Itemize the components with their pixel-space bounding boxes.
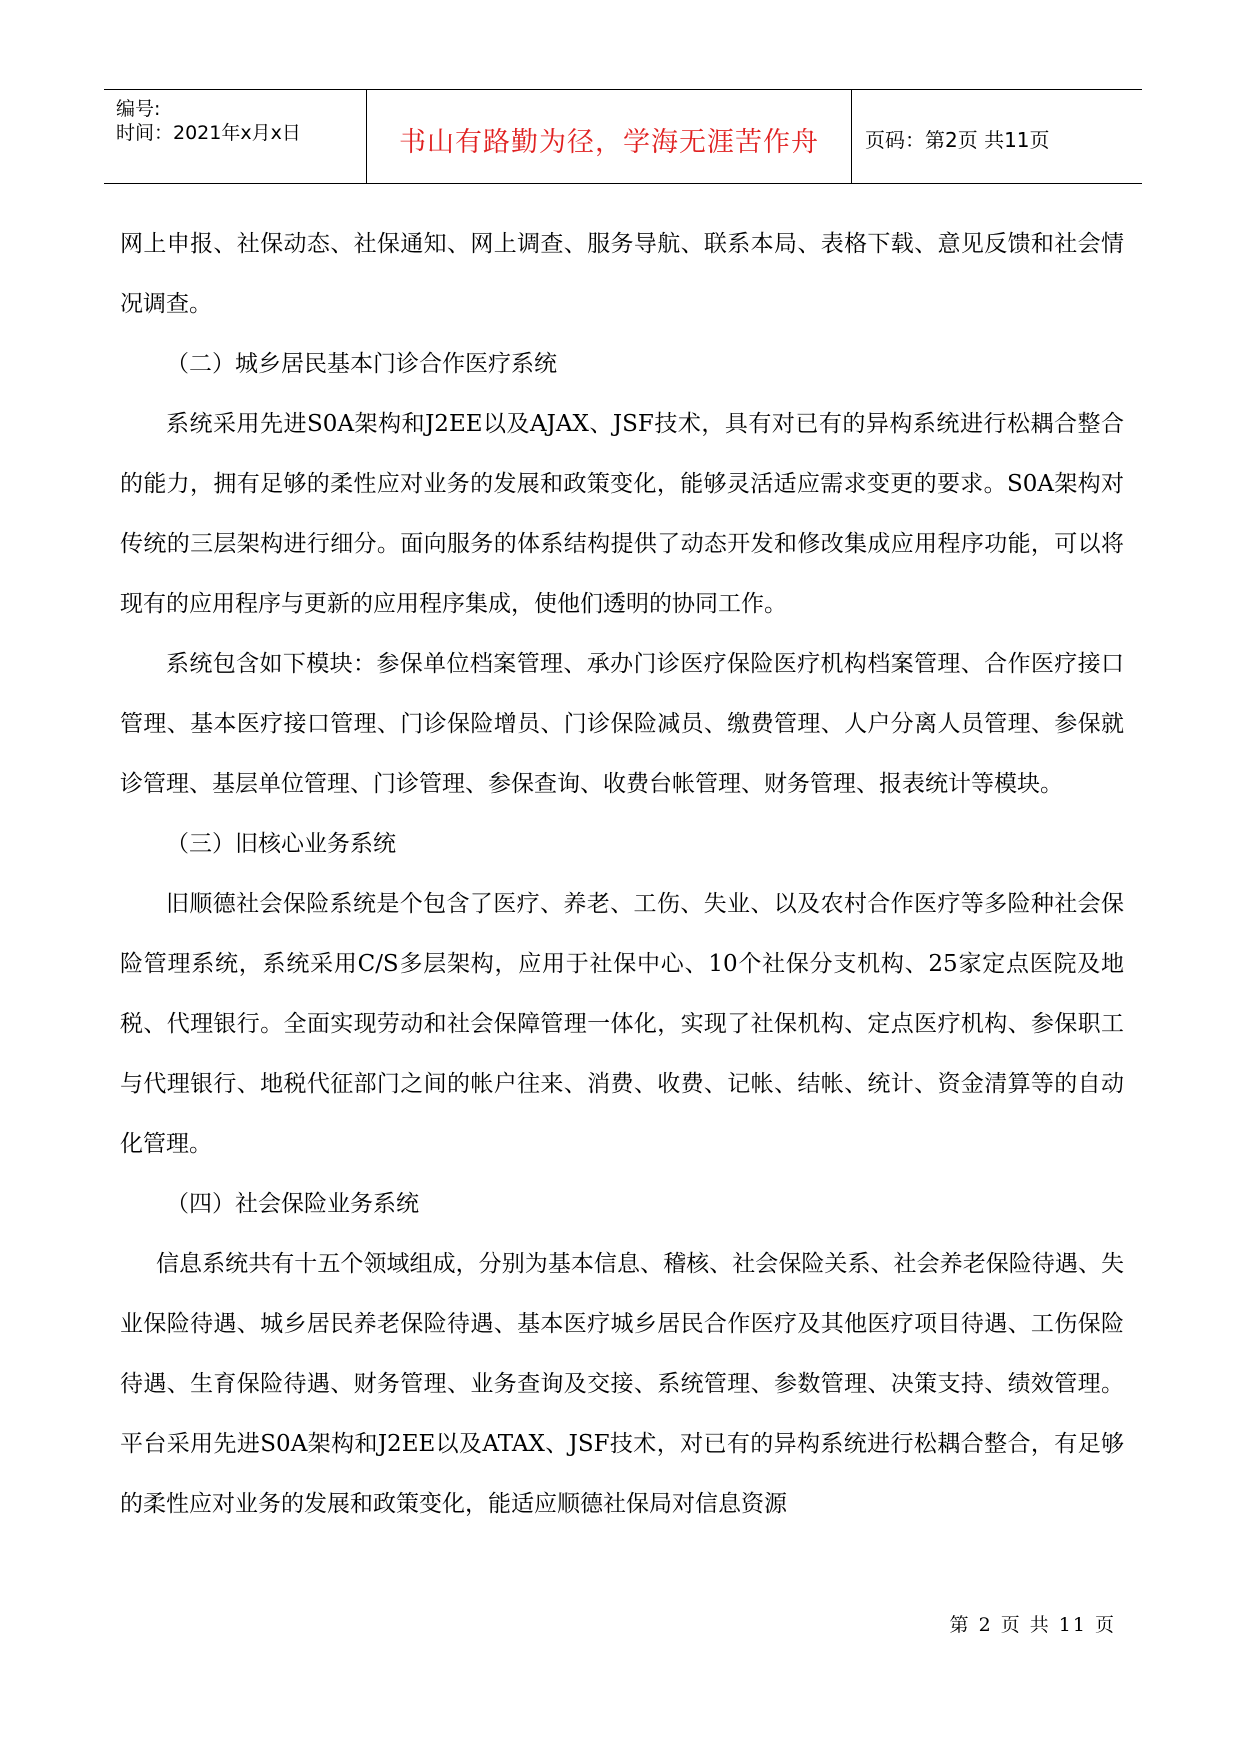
document-time-label: 时间：2021年x月x日 <box>116 122 301 144</box>
page-footer-number: 第 2 页 共 11 页 <box>949 1614 1116 1636</box>
document-number-label: 编号: <box>116 98 161 120</box>
section-heading: （二）城乡居民基本门诊合作医疗系统 <box>166 351 557 377</box>
header-page-cell <box>853 90 1142 183</box>
header-motto: 书山有路勤为径，学海无涯苦作舟 <box>399 127 819 158</box>
paragraph: 系统采用先进S0A架构和J2EE以及AJAX、JSF技术，具有对已有的异构系统进行松耦合整合的能力，拥有足够的柔性应对业务的发展和政策变化，能够灵活适应需求变更的要求。S0A架构对传统的三层架构进行细分。面向服务的体系结构提供了动态开发和修改集成应用程序功能，可以将现有的应用程序与更新的应用程序集成，使他们透明的协同工作。 <box>120 411 1124 617</box>
page-header <box>104 89 1142 184</box>
section-heading: （三）旧核心业务系统 <box>166 831 396 857</box>
paragraph: 旧顺德社会保险系统是个包含了医疗、养老、工伤、失业、以及农村合作医疗等多险种社会保险管理系统，系统采用C/S多层架构，应用于社保中心、10个社保分支机构、25家定点医院及地税、代理银行。全面实现劳动和社会保障管理一体化，实现了社保机构、定点医疗机构、参保职工与代理银行、地税代征部门之间的帐户往来、消费、收费、记帐、结帐、统计、资金清算等的自动化管理。 <box>120 891 1124 1157</box>
section-heading: （四）社会保险业务系统 <box>166 1191 419 1217</box>
header-page-number: 页码：第2页 共11页 <box>865 128 1050 152</box>
paragraph: 系统包含如下模块：参保单位档案管理、承办门诊医疗保险医疗机构档案管理、合作医疗接口管理、基本医疗接口管理、门诊保险增员、门诊保险减员、缴费管理、人户分离人员管理、参保就诊管理、基层单位管理、门诊管理、参保查询、收费台帐管理、财务管理、报表统计等模块。 <box>120 651 1124 797</box>
paragraph: 网上申报、社保动态、社保通知、网上调查、服务导航、联系本局、表格下载、意见反馈和社会情况调查。 <box>120 231 1124 317</box>
header-motto-cell <box>367 90 852 183</box>
paragraph: 信息系统共有十五个领域组成，分别为基本信息、稽核、社会保险关系、社会养老保险待遇、失业保险待遇、城乡居民养老保险待遇、基本医疗城乡居民合作医疗及其他医疗项目待遇、工伤保险待遇、生育保险待遇、财务管理、业务查询及交接、系统管理、参数管理、决策支持、绩效管理。平台采用先进S0A架构和J2EE以及ATAX、JSF技术，对已有的异构系统进行松耦合整合，有足够的柔性应对业务的发展和政策变化，能适应顺德社保局对信息资源 <box>120 1251 1124 1517</box>
document-body <box>120 214 1124 1534</box>
header-meta-cell <box>104 90 367 183</box>
